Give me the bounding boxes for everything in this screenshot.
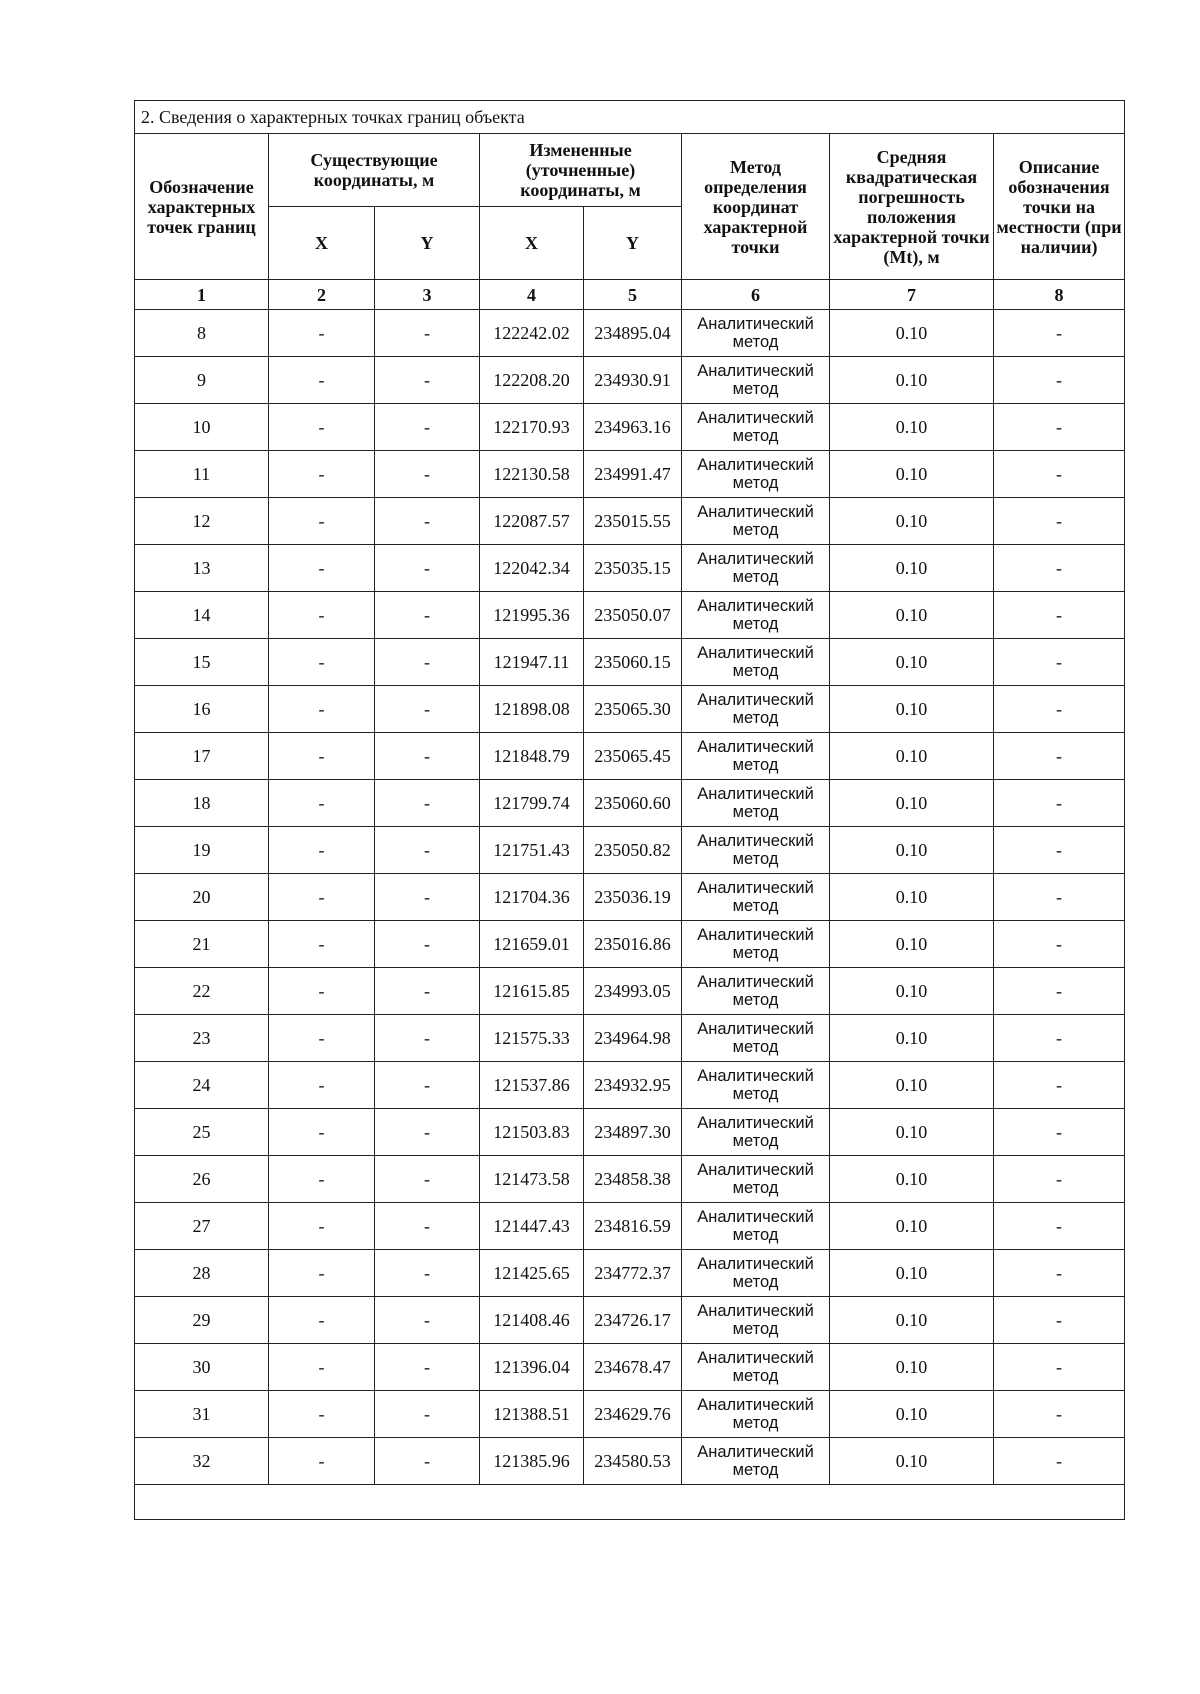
col-number: 4	[480, 280, 584, 310]
cell-changed-y: 235015.55	[584, 498, 682, 545]
cell-changed-y: 235050.07	[584, 592, 682, 639]
empty-footer-cell	[135, 1485, 1125, 1520]
cell-point-id: 12	[135, 498, 269, 545]
cell-changed-y: 234629.76	[584, 1391, 682, 1438]
cell-existing-y: -	[375, 1015, 480, 1062]
cell-existing-y: -	[375, 733, 480, 780]
cell-description: -	[994, 357, 1125, 404]
table-row	[135, 639, 1125, 686]
cell-changed-x: 121659.01	[480, 921, 584, 968]
header-point-label: Обозначение характерных точек границ	[135, 134, 269, 280]
cell-method: Аналитический метод	[682, 545, 830, 592]
cell-description: -	[994, 1297, 1125, 1344]
section-title-row	[135, 101, 1125, 134]
table-row	[135, 1250, 1125, 1297]
cell-changed-y: 234991.47	[584, 451, 682, 498]
cell-description: -	[994, 874, 1125, 921]
cell-description: -	[994, 1344, 1125, 1391]
col-number: 2	[269, 280, 375, 310]
cell-error-value: 0.10	[830, 404, 994, 451]
cell-error-value: 0.10	[830, 639, 994, 686]
cell-description: -	[994, 1391, 1125, 1438]
table-row	[135, 733, 1125, 780]
table-row	[135, 1344, 1125, 1391]
cell-changed-y: 234964.98	[584, 1015, 682, 1062]
cell-existing-x: -	[269, 1156, 375, 1203]
table-row	[135, 921, 1125, 968]
cell-point-id: 29	[135, 1297, 269, 1344]
cell-description: -	[994, 1156, 1125, 1203]
cell-method: Аналитический метод	[682, 1203, 830, 1250]
cell-changed-y: 235035.15	[584, 545, 682, 592]
cell-changed-x: 121408.46	[480, 1297, 584, 1344]
cell-error-value: 0.10	[830, 733, 994, 780]
cell-point-id: 27	[135, 1203, 269, 1250]
header-existing-coords: Существующие координаты, м	[269, 134, 480, 207]
cell-changed-x: 121995.36	[480, 592, 584, 639]
cell-method: Аналитический метод	[682, 1344, 830, 1391]
table-row	[135, 827, 1125, 874]
cell-existing-y: -	[375, 357, 480, 404]
cell-method: Аналитический метод	[682, 827, 830, 874]
cell-changed-y: 234993.05	[584, 968, 682, 1015]
header-changed-y: Y	[584, 207, 682, 280]
cell-existing-x: -	[269, 921, 375, 968]
cell-existing-y: -	[375, 874, 480, 921]
cell-changed-y: 234726.17	[584, 1297, 682, 1344]
cell-point-id: 26	[135, 1156, 269, 1203]
cell-existing-y: -	[375, 1109, 480, 1156]
boundary-points-table	[134, 100, 1125, 1520]
cell-description: -	[994, 498, 1125, 545]
cell-existing-x: -	[269, 1438, 375, 1485]
cell-method: Аналитический метод	[682, 404, 830, 451]
cell-changed-y: 235036.19	[584, 874, 682, 921]
cell-description: -	[994, 1015, 1125, 1062]
table-row	[135, 451, 1125, 498]
cell-point-id: 24	[135, 1062, 269, 1109]
cell-description: -	[994, 310, 1125, 357]
cell-existing-x: -	[269, 686, 375, 733]
cell-error-value: 0.10	[830, 1203, 994, 1250]
cell-existing-x: -	[269, 1203, 375, 1250]
col-number: 3	[375, 280, 480, 310]
cell-changed-x: 122208.20	[480, 357, 584, 404]
header-existing-y: Y	[375, 207, 480, 280]
cell-point-id: 16	[135, 686, 269, 733]
cell-point-id: 23	[135, 1015, 269, 1062]
cell-error-value: 0.10	[830, 827, 994, 874]
cell-changed-x: 121704.36	[480, 874, 584, 921]
cell-existing-x: -	[269, 1344, 375, 1391]
cell-method: Аналитический метод	[682, 1297, 830, 1344]
cell-error-value: 0.10	[830, 780, 994, 827]
cell-description: -	[994, 1109, 1125, 1156]
table-row	[135, 1438, 1125, 1485]
cell-existing-y: -	[375, 1062, 480, 1109]
cell-point-id: 20	[135, 874, 269, 921]
col-number: 7	[830, 280, 994, 310]
cell-point-id: 11	[135, 451, 269, 498]
cell-changed-y: 234895.04	[584, 310, 682, 357]
cell-changed-y: 234580.53	[584, 1438, 682, 1485]
cell-changed-x: 122242.02	[480, 310, 584, 357]
cell-point-id: 14	[135, 592, 269, 639]
cell-description: -	[994, 827, 1125, 874]
cell-method: Аналитический метод	[682, 1109, 830, 1156]
cell-existing-y: -	[375, 1438, 480, 1485]
cell-point-id: 25	[135, 1109, 269, 1156]
cell-existing-y: -	[375, 827, 480, 874]
cell-changed-x: 121848.79	[480, 733, 584, 780]
cell-description: -	[994, 921, 1125, 968]
cell-changed-x: 121537.86	[480, 1062, 584, 1109]
cell-existing-x: -	[269, 451, 375, 498]
cell-changed-x: 121473.58	[480, 1156, 584, 1203]
cell-error-value: 0.10	[830, 592, 994, 639]
cell-error-value: 0.10	[830, 1109, 994, 1156]
cell-method: Аналитический метод	[682, 592, 830, 639]
cell-method: Аналитический метод	[682, 874, 830, 921]
cell-error-value: 0.10	[830, 357, 994, 404]
cell-description: -	[994, 592, 1125, 639]
section-title: 2. Сведения о характерных точках границ объекта	[135, 101, 1125, 134]
cell-method: Аналитический метод	[682, 1156, 830, 1203]
cell-changed-y: 234932.95	[584, 1062, 682, 1109]
cell-existing-x: -	[269, 733, 375, 780]
cell-method: Аналитический метод	[682, 921, 830, 968]
cell-error-value: 0.10	[830, 686, 994, 733]
cell-description: -	[994, 404, 1125, 451]
cell-method: Аналитический метод	[682, 310, 830, 357]
header-changed-coords: Измененные (уточненные) координаты, м	[480, 134, 682, 207]
cell-changed-x: 121425.65	[480, 1250, 584, 1297]
cell-method: Аналитический метод	[682, 498, 830, 545]
header-row-1	[135, 134, 1125, 207]
cell-method: Аналитический метод	[682, 1015, 830, 1062]
table-row	[135, 357, 1125, 404]
cell-existing-y: -	[375, 686, 480, 733]
cell-changed-y: 234816.59	[584, 1203, 682, 1250]
column-number-row	[135, 280, 1125, 310]
cell-existing-x: -	[269, 874, 375, 921]
cell-point-id: 32	[135, 1438, 269, 1485]
cell-description: -	[994, 545, 1125, 592]
cell-changed-y: 235016.86	[584, 921, 682, 968]
cell-point-id: 15	[135, 639, 269, 686]
cell-existing-x: -	[269, 780, 375, 827]
cell-changed-x: 122042.34	[480, 545, 584, 592]
cell-error-value: 0.10	[830, 1250, 994, 1297]
cell-method: Аналитический метод	[682, 1391, 830, 1438]
cell-changed-y: 234963.16	[584, 404, 682, 451]
cell-existing-y: -	[375, 968, 480, 1015]
document-sheet	[134, 100, 1124, 1520]
cell-changed-y: 235060.15	[584, 639, 682, 686]
cell-method: Аналитический метод	[682, 780, 830, 827]
cell-method: Аналитический метод	[682, 451, 830, 498]
cell-description: -	[994, 639, 1125, 686]
cell-changed-y: 234897.30	[584, 1109, 682, 1156]
cell-description: -	[994, 451, 1125, 498]
header-changed-x: X	[480, 207, 584, 280]
cell-changed-x: 122170.93	[480, 404, 584, 451]
cell-description: -	[994, 1250, 1125, 1297]
cell-error-value: 0.10	[830, 1344, 994, 1391]
cell-method: Аналитический метод	[682, 639, 830, 686]
cell-description: -	[994, 968, 1125, 1015]
header-description: Описание обозначения точки на местности (при наличии)	[994, 134, 1125, 280]
cell-existing-y: -	[375, 404, 480, 451]
cell-point-id: 17	[135, 733, 269, 780]
cell-error-value: 0.10	[830, 1391, 994, 1438]
cell-point-id: 19	[135, 827, 269, 874]
cell-existing-x: -	[269, 639, 375, 686]
cell-error-value: 0.10	[830, 310, 994, 357]
cell-existing-y: -	[375, 780, 480, 827]
cell-changed-y: 235050.82	[584, 827, 682, 874]
cell-existing-y: -	[375, 310, 480, 357]
cell-existing-x: -	[269, 1250, 375, 1297]
cell-existing-y: -	[375, 1250, 480, 1297]
cell-error-value: 0.10	[830, 1297, 994, 1344]
cell-existing-y: -	[375, 1203, 480, 1250]
header-error: Средняя квадратическая погрешность положения характерной точки (Mt), м	[830, 134, 994, 280]
header-method: Метод определения координат характерной точки	[682, 134, 830, 280]
table-row	[135, 1297, 1125, 1344]
table-row	[135, 1156, 1125, 1203]
cell-changed-x: 122087.57	[480, 498, 584, 545]
cell-existing-x: -	[269, 968, 375, 1015]
cell-point-id: 8	[135, 310, 269, 357]
cell-existing-x: -	[269, 310, 375, 357]
cell-changed-y: 235060.60	[584, 780, 682, 827]
cell-existing-x: -	[269, 1297, 375, 1344]
cell-existing-x: -	[269, 1015, 375, 1062]
table-row	[135, 1062, 1125, 1109]
cell-description: -	[994, 1438, 1125, 1485]
cell-point-id: 30	[135, 1344, 269, 1391]
cell-existing-y: -	[375, 498, 480, 545]
cell-method: Аналитический метод	[682, 1062, 830, 1109]
cell-error-value: 0.10	[830, 498, 994, 545]
cell-method: Аналитический метод	[682, 357, 830, 404]
cell-point-id: 10	[135, 404, 269, 451]
cell-existing-x: -	[269, 498, 375, 545]
cell-point-id: 13	[135, 545, 269, 592]
cell-changed-y: 234858.38	[584, 1156, 682, 1203]
table-row	[135, 498, 1125, 545]
cell-existing-x: -	[269, 1391, 375, 1438]
cell-changed-x: 121575.33	[480, 1015, 584, 1062]
cell-changed-x: 121388.51	[480, 1391, 584, 1438]
cell-existing-y: -	[375, 545, 480, 592]
cell-existing-x: -	[269, 592, 375, 639]
cell-changed-x: 121385.96	[480, 1438, 584, 1485]
table-row	[135, 310, 1125, 357]
cell-changed-y: 234678.47	[584, 1344, 682, 1391]
col-number: 5	[584, 280, 682, 310]
table-row	[135, 592, 1125, 639]
cell-description: -	[994, 780, 1125, 827]
cell-error-value: 0.10	[830, 451, 994, 498]
cell-existing-y: -	[375, 1156, 480, 1203]
cell-description: -	[994, 733, 1125, 780]
cell-changed-x: 121615.85	[480, 968, 584, 1015]
empty-footer-row	[135, 1485, 1125, 1520]
cell-changed-x: 121799.74	[480, 780, 584, 827]
cell-existing-x: -	[269, 357, 375, 404]
table-row	[135, 1203, 1125, 1250]
cell-error-value: 0.10	[830, 1015, 994, 1062]
cell-changed-y: 234772.37	[584, 1250, 682, 1297]
cell-method: Аналитический метод	[682, 968, 830, 1015]
cell-existing-x: -	[269, 1062, 375, 1109]
cell-changed-x: 121396.04	[480, 1344, 584, 1391]
cell-error-value: 0.10	[830, 921, 994, 968]
table-row	[135, 545, 1125, 592]
cell-error-value: 0.10	[830, 1156, 994, 1203]
cell-changed-x: 122130.58	[480, 451, 584, 498]
cell-error-value: 0.10	[830, 968, 994, 1015]
cell-changed-y: 235065.45	[584, 733, 682, 780]
cell-error-value: 0.10	[830, 874, 994, 921]
cell-point-id: 22	[135, 968, 269, 1015]
cell-existing-x: -	[269, 827, 375, 874]
cell-point-id: 31	[135, 1391, 269, 1438]
cell-existing-y: -	[375, 921, 480, 968]
cell-method: Аналитический метод	[682, 733, 830, 780]
cell-error-value: 0.10	[830, 1062, 994, 1109]
cell-existing-x: -	[269, 1109, 375, 1156]
cell-method: Аналитический метод	[682, 1438, 830, 1485]
table-row	[135, 1391, 1125, 1438]
cell-changed-x: 121898.08	[480, 686, 584, 733]
cell-existing-x: -	[269, 545, 375, 592]
cell-description: -	[994, 1203, 1125, 1250]
cell-changed-x: 121503.83	[480, 1109, 584, 1156]
table-row	[135, 686, 1125, 733]
table-row	[135, 404, 1125, 451]
cell-method: Аналитический метод	[682, 1250, 830, 1297]
cell-point-id: 9	[135, 357, 269, 404]
cell-changed-y: 235065.30	[584, 686, 682, 733]
cell-point-id: 21	[135, 921, 269, 968]
cell-changed-x: 121751.43	[480, 827, 584, 874]
cell-error-value: 0.10	[830, 1438, 994, 1485]
col-number: 6	[682, 280, 830, 310]
table-row	[135, 874, 1125, 921]
col-number: 8	[994, 280, 1125, 310]
cell-existing-y: -	[375, 451, 480, 498]
cell-description: -	[994, 686, 1125, 733]
table-row	[135, 968, 1125, 1015]
cell-existing-y: -	[375, 1344, 480, 1391]
cell-existing-x: -	[269, 404, 375, 451]
table-row	[135, 1015, 1125, 1062]
cell-point-id: 28	[135, 1250, 269, 1297]
cell-existing-y: -	[375, 592, 480, 639]
cell-method: Аналитический метод	[682, 686, 830, 733]
cell-existing-y: -	[375, 639, 480, 686]
table-row	[135, 780, 1125, 827]
cell-error-value: 0.10	[830, 545, 994, 592]
col-number: 1	[135, 280, 269, 310]
cell-changed-x: 121447.43	[480, 1203, 584, 1250]
table-row	[135, 1109, 1125, 1156]
cell-existing-y: -	[375, 1391, 480, 1438]
cell-changed-x: 121947.11	[480, 639, 584, 686]
cell-changed-y: 234930.91	[584, 357, 682, 404]
cell-existing-y: -	[375, 1297, 480, 1344]
cell-description: -	[994, 1062, 1125, 1109]
cell-point-id: 18	[135, 780, 269, 827]
header-existing-x: X	[269, 207, 375, 280]
